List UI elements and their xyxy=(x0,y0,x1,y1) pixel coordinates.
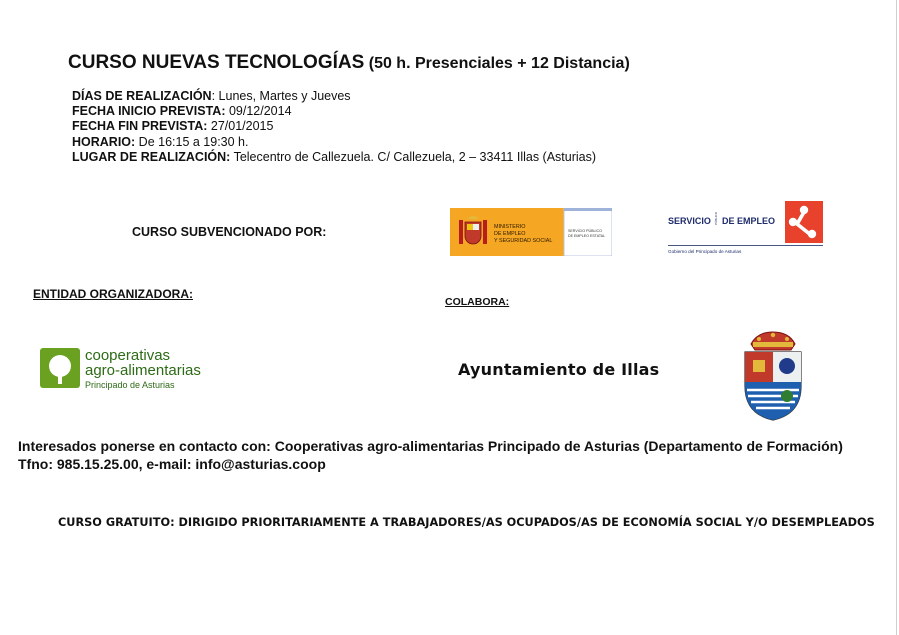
sepe-underline xyxy=(668,245,823,246)
detail-dias: DÍAS DE REALIZACIÓN: Lunes, Martes y Jueves xyxy=(72,89,351,103)
sepe-servicio-text: SERVICIO xyxy=(668,216,711,226)
servicio-publico-empleo-logo xyxy=(668,201,826,256)
entidad-organizadora-label: ENTIDAD ORGANIZADORA: xyxy=(33,287,193,301)
course-title-hours: (50 h. Presenciales + 12 Distancia) xyxy=(368,55,630,72)
scan-edge-line xyxy=(896,0,897,635)
sepe-publico-text: PÚBLICO xyxy=(714,211,718,225)
detail-horario: HORARIO: De 16:15 a 19:30 h. xyxy=(72,134,249,149)
course-title xyxy=(68,52,630,74)
ministerio-line1: MINISTERIO xyxy=(494,224,526,230)
coop-line2: agro-alimentarias xyxy=(85,362,201,379)
illas-coat-of-arms-icon xyxy=(741,330,805,422)
coop-line3: Principado de Asturias xyxy=(85,380,175,390)
course-title-main: CURSO NUEVAS TECNOLOGÍAS xyxy=(68,52,365,73)
ministerio-empleo-logo xyxy=(450,208,612,256)
sepe-state-bar xyxy=(564,208,612,211)
curso-gratuito-note: CURSO GRATUITO: DIRIGIDO PRIORITARIAMENTE A TRABAJADORES/AS OCUPADOS/AS DE ECONOMÍA SOCIAL Y/O DESEMPLEADOS xyxy=(58,516,875,529)
detail-fecha-inicio: FECHA INICIO PREVISTA: 09/12/2014 xyxy=(72,104,292,119)
course-details xyxy=(72,89,596,165)
ayuntamiento-illas: Ayuntamiento de Illas xyxy=(458,360,660,379)
sepe-state-line1: SERVICIO PÚBLICO xyxy=(568,229,602,233)
subvencionado-label: CURSO SUBVENCIONADO POR: xyxy=(132,225,327,239)
coop-leaf-icon xyxy=(40,348,80,388)
ministerio-line3: Y SEGURIDAD SOCIAL xyxy=(494,238,553,244)
coop-line1: cooperativas xyxy=(85,347,171,364)
detail-fecha-fin: FECHA FIN PREVISTA: 27/01/2015 xyxy=(72,119,274,134)
contact-info: Interesados ponerse en contacto con: Cooperativas agro-alimentarias Principado de Asturias (Departamento de Formación) Tfno: 985.15.25.00, e-mail: info@asturias.coop xyxy=(18,438,843,472)
colabora-label: COLABORA: xyxy=(445,296,510,308)
sepe-state-line2: DE EMPLEO ESTATAL xyxy=(568,234,606,238)
detail-lugar: LUGAR DE REALIZACIÓN: Telecentro de Callezuela. C/ Callezuela, 2 – 33411 Illas (Asturias) xyxy=(72,149,597,164)
sepe-gobierno-text: Gobierno del Principado de Asturias xyxy=(668,249,742,254)
sepe-de-empleo-text: DE EMPLEO xyxy=(722,216,776,226)
ministerio-line2: DE EMPLEO xyxy=(494,231,526,237)
cooperativas-agroalimentarias-logo xyxy=(40,346,240,394)
